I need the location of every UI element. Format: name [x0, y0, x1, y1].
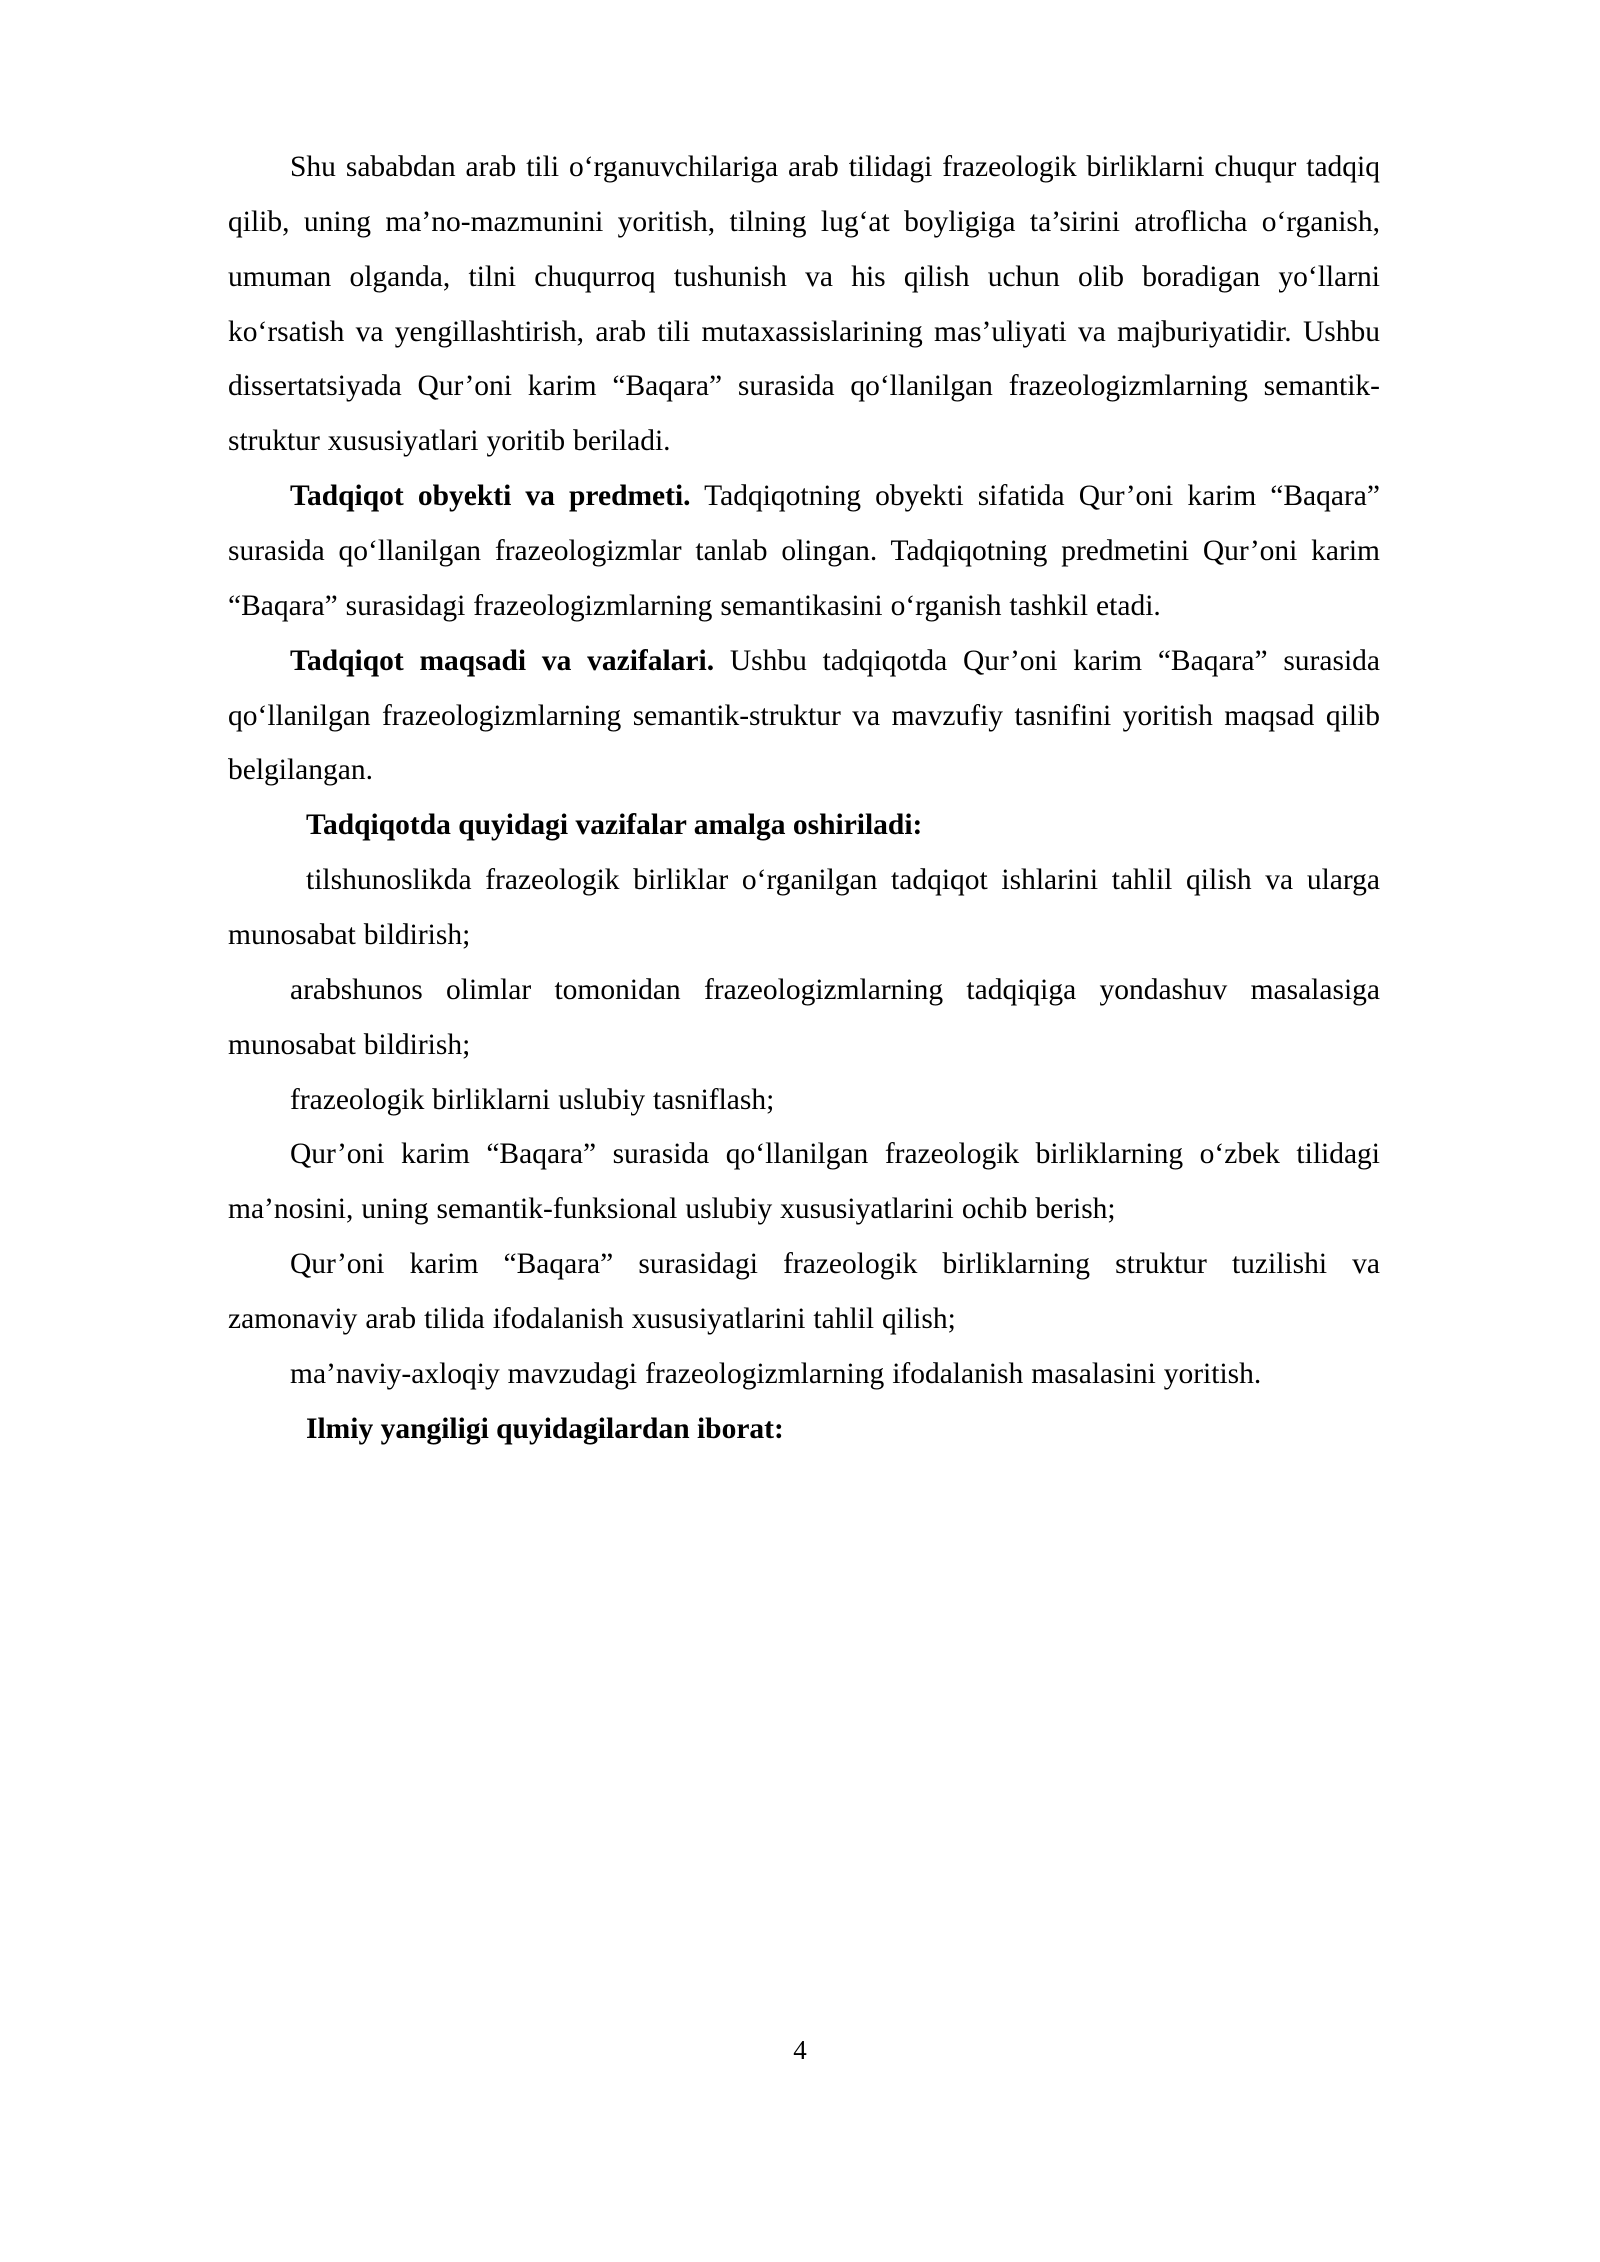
task-item-5: Qur’oni karim “Baqara” surasidagi frazeologik birliklarning struktur tuzilishi va zamonaviy arab tilida ifodalanish xususiyatlarini tahlil qilish; [228, 1248, 1380, 1336]
task-item-2: arabshunos olimlar tomonidan frazeologizmlarning tadqiqiga yondashuv masalasiga munosabat bildirish; [228, 973, 1380, 1061]
task-item-1: tilshunoslikda frazeologik birliklar o‘rganilgan tadqiqot ishlarini tahlil qilish va ularga munosabat bildirish; [228, 864, 1380, 952]
tasks-heading: Tadqiqotda quyidagi vazifalar amalga oshiriladi: [306, 809, 923, 842]
task-item-6: ma’naviy-axloqiy mavzudagi frazeologizmlarning ifodalanish masalasini yoritish. [290, 1357, 1262, 1390]
text-aim-tasks: Ushbu tadqiqotda Qur’oni karim “Baqara” surasida qo‘llanilgan frazeologizmlarning semantik-struktur va mavzufiy tasnifini yoritish maqsad qilib belgilangan. [228, 644, 1380, 787]
paragraph-intro: Shu sababdan arab tili o‘rganuvchilariga arab tilidagi frazeologik birliklarni chuqur tadqiq qilib, uning ma’no-mazmunini yoritish, tilning lug‘at boyligiga ta’sirini atroflicha o‘rganish, umuman olganda, tilni chuqurroq tushunish va his qilish uchun olib boradigan yo‘llarni ko‘rsatish va yengillashtirish, arab tili mutaxassislarining mas’uliyati va majburiyatidir. Ushbu dissertatsiyada Qur’oni karim “Baqara” surasida qo‘llanilgan frazeologizmlarning semantik-struktur xususiyatlari yoritib beriladi. [228, 151, 1380, 458]
paragraph-aim-tasks [228, 634, 1380, 799]
task-item-4: Qur’oni karim “Baqara” surasida qo‘llanilgan frazeologik birliklarning o‘zbek tilidagi ma’nosini, uning semantik-funksional uslubiy xususiyatlarini ochib berish; [228, 1138, 1380, 1226]
task-item-3: frazeologik birliklarni uslubiy tasniflash; [290, 1083, 775, 1116]
text-object-subject: Tadqiqotning obyekti sifatida Qur’oni karim “Baqara” surasida qo‘llanilgan frazeologizmlar tanlab olingan. Tadqiqotning predmetini Qur’oni karim “Baqara” surasidagi frazeologizmlarning semantikasini o‘rganish tashkil etadi. [228, 480, 1380, 622]
lead-aim-tasks: Tadqiqot maqsadi va vazifalari. [290, 644, 715, 677]
page-number: 4 [793, 2035, 807, 2065]
paragraph-object-subject [228, 469, 1380, 634]
lead-object-subject: Tadqiqot obyekti va predmeti. [290, 480, 691, 513]
page-content [228, 140, 1380, 1457]
novelty-heading: Ilmiy yangiligi quyidagilardan iborat: [306, 1412, 784, 1445]
